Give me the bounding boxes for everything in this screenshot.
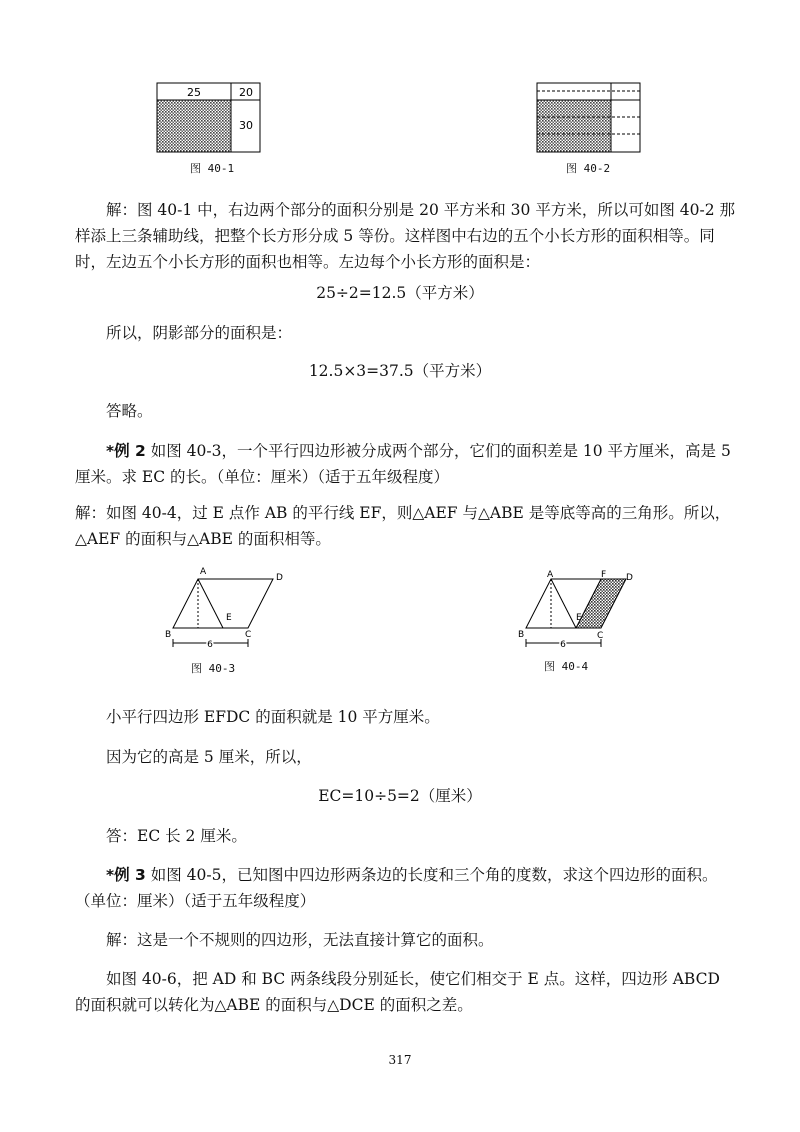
shaded-region <box>157 100 231 152</box>
example-3-problem <box>75 862 735 914</box>
fig3-label-C: C <box>245 630 252 640</box>
shaded-parallelogram <box>576 579 626 628</box>
example-3-solution-2: 如图 40-6，把 AD 和 BC 两条线段分别延长，使它们相交于 E 点。这样，四边形 ABCD 的面积就可以转化为△ABE 的面积与△DCE 的面积之差。 <box>75 970 720 1014</box>
fig4-label-C: C <box>597 631 604 641</box>
answer-1: 答略。 <box>106 402 153 420</box>
example-2-label: *例 2 <box>106 442 146 460</box>
example-3-solution-1: 解：这是一个不规则的四边形，无法直接计算它的面积。 <box>106 931 494 949</box>
equation-1: 25÷2=12.5（平方米） <box>316 284 484 302</box>
figure-40-3 <box>160 565 300 655</box>
figure-40-4 <box>513 565 653 655</box>
example-2-solution: 解：如图 40-4，过 E 点作 AB 的平行线 EF，则△AEF 与△ABE 是等底等高的三角形。所以，△AEF 的面积与△ABE 的面积相等。 <box>75 504 731 548</box>
fig1-label-25: 25 <box>187 86 201 99</box>
page-number: 317 <box>388 1053 412 1067</box>
example-2-text: 如图 40-3，一个平行四边形被分成两个部分，它们的面积差是 10 平方厘米，高是 5 厘米。求 EC 的长。（单位：厘米）（适于五年级程度） <box>75 442 731 486</box>
fig3-base-length: 6 <box>207 640 213 650</box>
fig4-label-A: A <box>547 570 554 580</box>
fig3-label-E: E <box>226 613 232 623</box>
example-3-label: *例 3 <box>106 866 146 884</box>
paragraph-efdc: 小平行四边形 EFDC 的面积就是 10 平方厘米。 <box>106 708 440 726</box>
fig4-label-B: B <box>518 630 525 640</box>
fig1-label-30: 30 <box>239 119 253 132</box>
fig3-label-A: A <box>200 567 207 577</box>
paragraph-2: 所以，阴影部分的面积是： <box>106 324 293 342</box>
solution-paragraph-1: 解：图 40-1 中，右边两个部分的面积分别是 20 平方米和 30 平方米，所以可如图 40-2 那样添上三条辅助线，把整个长方形分成 5 等份。这样图中右边的五个小长方形的面积相等。同时，左边五个小长方形的面积也相等。左边每个小长方形的面积是： <box>75 201 736 271</box>
fig3-label-D: D <box>276 573 283 583</box>
fig1-caption: 图 40-1 <box>190 162 235 175</box>
fig2-caption: 图 40-2 <box>566 162 611 175</box>
fig4-caption: 图 40-4 <box>544 660 589 673</box>
fig4-label-E: E <box>576 613 582 623</box>
fig1-label-20: 20 <box>239 86 253 99</box>
answer-2: 答：EC 长 2 厘米。 <box>106 827 247 845</box>
example-2-problem <box>75 438 735 490</box>
example-3-text: 如图 40-5，已知图中四边形两条边的长度和三个角的度数，求这个四边形的面积。（单位：厘米）（适于五年级程度） <box>75 866 718 910</box>
fig3-caption: 图 40-3 <box>191 662 236 675</box>
fig3-label-B: B <box>165 630 172 640</box>
equation-3: EC=10÷5=2（厘米） <box>318 787 482 805</box>
fig4-base-length: 6 <box>560 640 566 650</box>
fig4-label-F: F <box>601 570 607 580</box>
paragraph-height: 因为它的高是 5 厘米，所以， <box>106 748 312 766</box>
fig4-label-D: D <box>626 573 633 583</box>
equation-2: 12.5×3=37.5（平方米） <box>308 362 492 380</box>
